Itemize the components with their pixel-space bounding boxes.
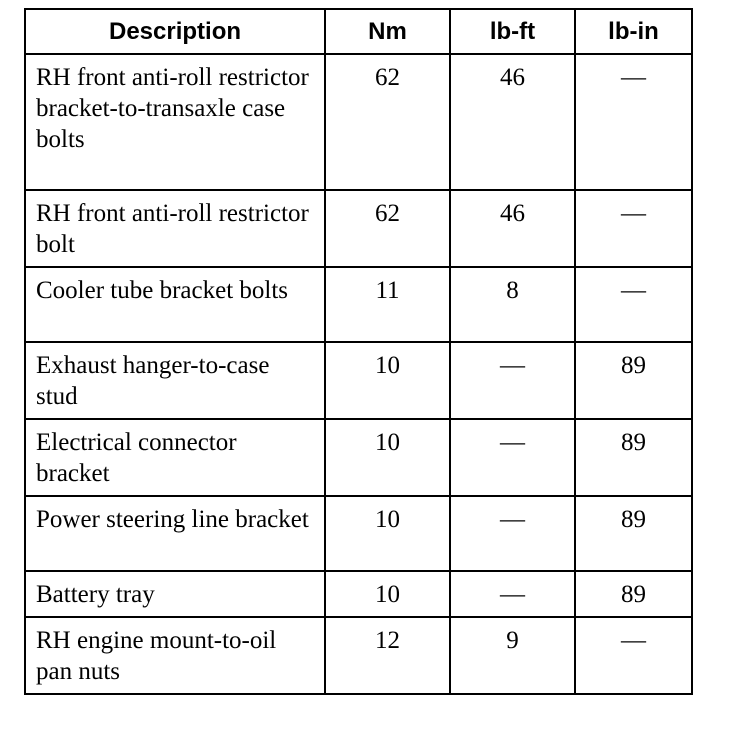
cell-description: Exhaust hanger-to-case stud [25, 342, 325, 419]
cell-description: Electrical connector bracket [25, 419, 325, 496]
header-nm: Nm [325, 9, 450, 54]
cell-description: RH engine mount-to-oil pan nuts [25, 617, 325, 694]
table-row [25, 54, 692, 190]
table-row [25, 267, 692, 342]
table-header-row [25, 9, 692, 54]
torque-spec-table [24, 8, 693, 695]
cell-nm: 10 [325, 571, 450, 617]
cell-lb-ft: — [450, 496, 575, 571]
cell-lb-in: 89 [575, 342, 692, 419]
table-row [25, 571, 692, 617]
cell-nm: 11 [325, 267, 450, 342]
cell-description: RH front anti-roll restrictor bolt [25, 190, 325, 267]
cell-lb-in: 89 [575, 419, 692, 496]
cell-nm: 12 [325, 617, 450, 694]
cell-lb-ft: — [450, 342, 575, 419]
header-lb-ft: lb-ft [450, 9, 575, 54]
cell-lb-in: — [575, 190, 692, 267]
table-row [25, 190, 692, 267]
cell-lb-in: — [575, 54, 692, 190]
cell-description: Power steering line bracket [25, 496, 325, 571]
cell-lb-ft: 46 [450, 54, 575, 190]
cell-lb-ft: — [450, 419, 575, 496]
cell-lb-in: 89 [575, 571, 692, 617]
cell-lb-in: — [575, 617, 692, 694]
cell-nm: 62 [325, 190, 450, 267]
table-row [25, 496, 692, 571]
cell-description: Cooler tube bracket bolts [25, 267, 325, 342]
cell-nm: 10 [325, 419, 450, 496]
cell-nm: 10 [325, 342, 450, 419]
header-description: Description [25, 9, 325, 54]
cell-lb-in: 89 [575, 496, 692, 571]
table-row [25, 617, 692, 694]
cell-description: RH front anti-roll restrictor bracket-to-transaxle case bolts [25, 54, 325, 190]
cell-nm: 62 [325, 54, 450, 190]
cell-lb-ft: 9 [450, 617, 575, 694]
table-row [25, 419, 692, 496]
cell-description: Battery tray [25, 571, 325, 617]
table-row [25, 342, 692, 419]
header-lb-in: lb-in [575, 9, 692, 54]
cell-lb-ft: — [450, 571, 575, 617]
cell-lb-ft: 8 [450, 267, 575, 342]
cell-lb-ft: 46 [450, 190, 575, 267]
cell-lb-in: — [575, 267, 692, 342]
cell-nm: 10 [325, 496, 450, 571]
